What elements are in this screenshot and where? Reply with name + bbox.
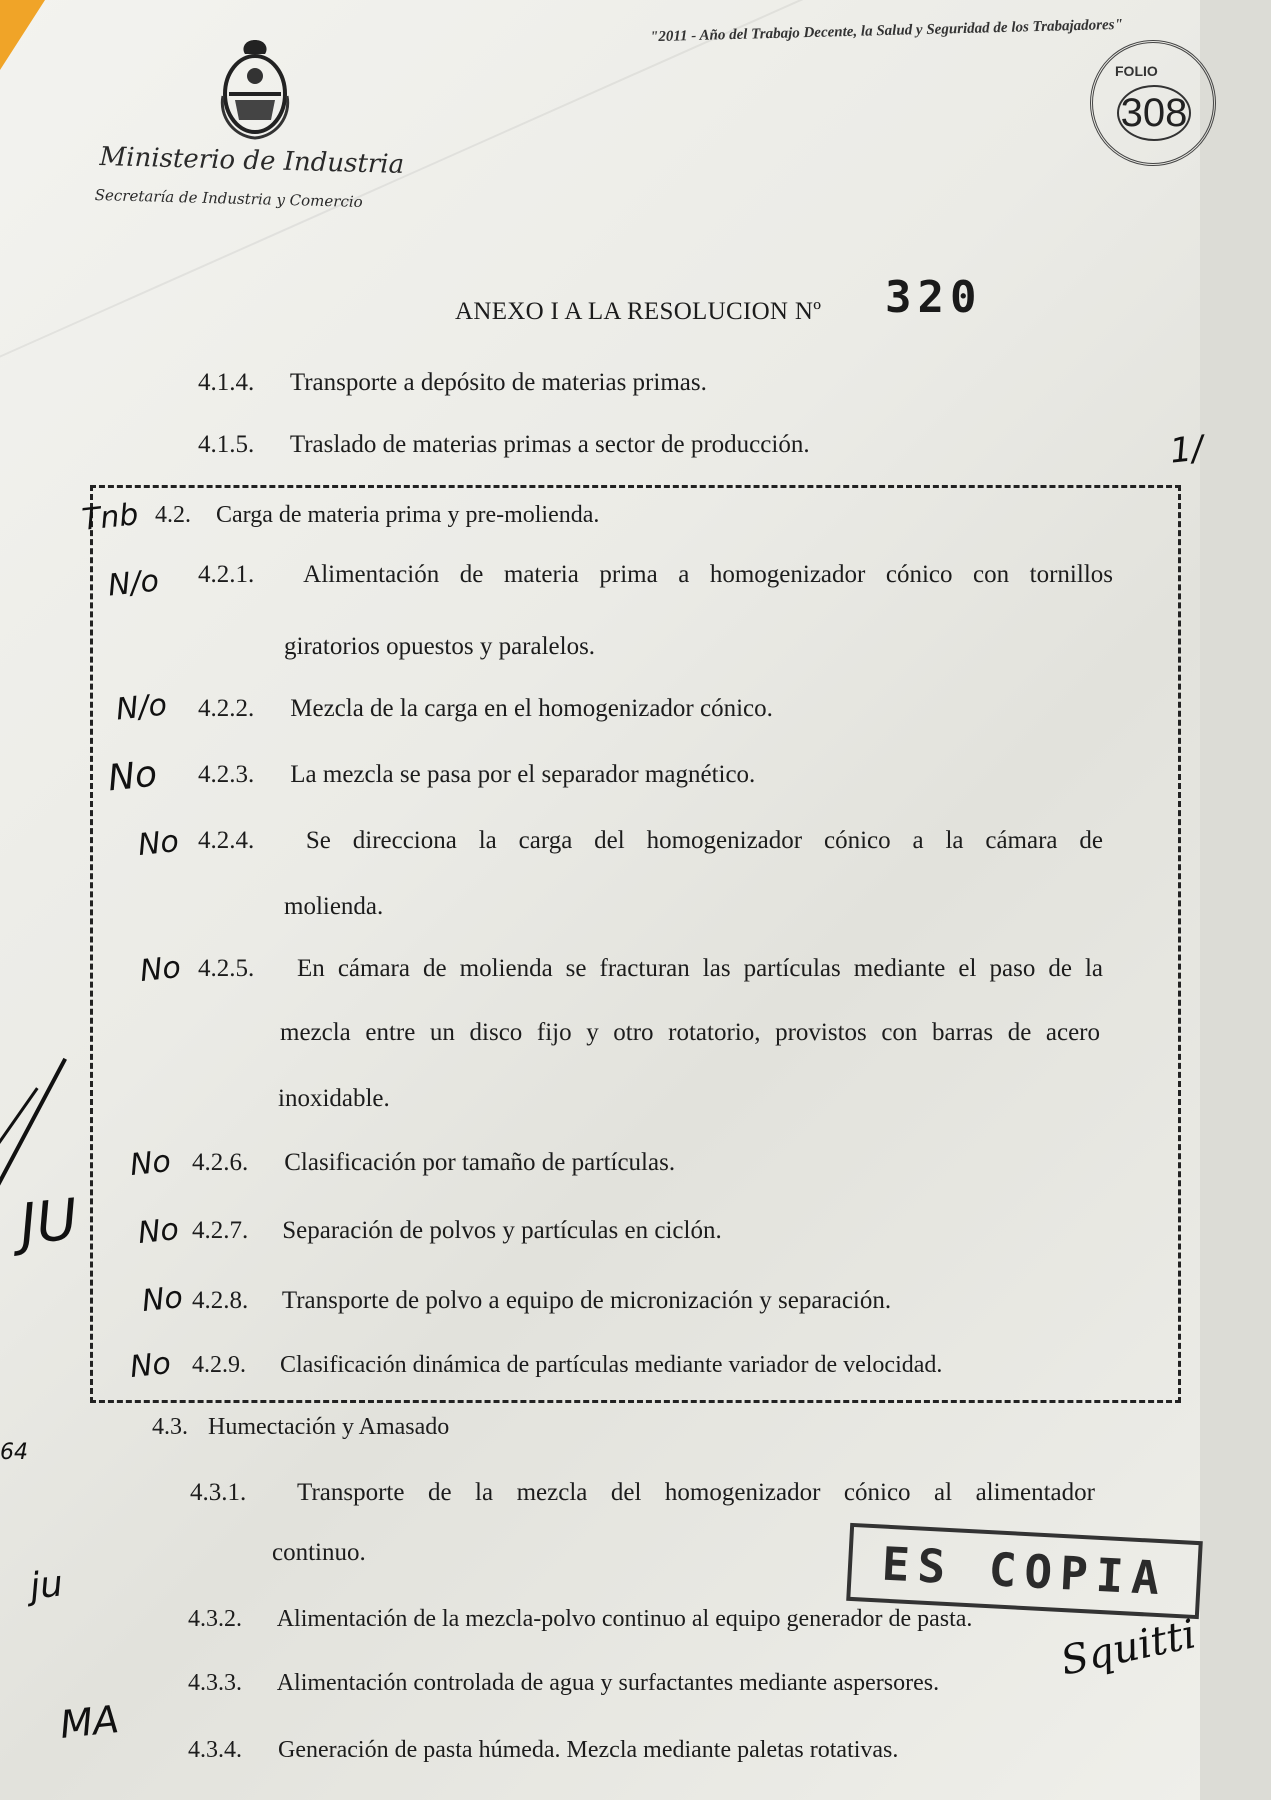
margin-annotation-4-2-4: No — [136, 823, 181, 864]
folio-stamp — [1090, 40, 1216, 166]
item-4-2-3 — [198, 760, 755, 790]
margin-annotation-4-2-2: N/o — [114, 687, 169, 728]
margin-annotation-4-2-3: No — [105, 753, 159, 800]
item-4-3-1-cont: continuo. — [272, 1539, 366, 1566]
margin-annotation-4-2-7: No — [136, 1211, 181, 1252]
item-number: 4.2.4. — [198, 827, 255, 854]
item-4-3-4 — [188, 1735, 898, 1765]
item-number: 4.2.9. — [192, 1352, 246, 1378]
folio-label: FOLIO — [1115, 63, 1158, 79]
item-number: 4.2.8. — [192, 1287, 249, 1314]
item-number: 4.3.3. — [188, 1670, 242, 1696]
item-text: Generación de pasta húmeda. Mezcla mediante paletas rotativas. — [278, 1737, 899, 1763]
folio-number: 308 — [1117, 85, 1191, 141]
resolution-number: 320 — [885, 272, 983, 323]
margin-annotation-left-4: MA — [57, 1697, 121, 1747]
item-number: 4.3.1. — [190, 1479, 247, 1506]
item-4-2-5-cont-1: mezcla entre un disco fijo y otro rotatorio, provistos con barras de acero — [280, 1019, 1100, 1046]
coat-of-arms-icon — [215, 36, 295, 141]
margin-annotation-4-2-5: No — [138, 949, 183, 990]
item-number: 4.2.3. — [198, 761, 255, 788]
item-4-3-3 — [188, 1668, 939, 1698]
item-4-2-5-cont-2: inoxidable. — [278, 1085, 390, 1112]
item-text: Clasificación dinámica de partículas mediante variador de velocidad. — [280, 1352, 943, 1378]
secretariat-name: Secretaría de Industria y Comercio — [94, 186, 363, 212]
item-number: 4.2.1. — [198, 561, 255, 588]
item-number: 4.2.5. — [198, 955, 255, 982]
item-4-2-1-cont: giratorios opuestos y paralelos. — [284, 633, 596, 660]
item-4-3-1 — [190, 1478, 1095, 1508]
item-number: 4.2.2. — [198, 695, 255, 722]
item-4-1-5 — [198, 430, 810, 460]
item-text: Alimentación de materia prima a homogenizador cónico con tornillos — [303, 561, 1113, 588]
item-number: 4.2.7. — [192, 1217, 249, 1244]
margin-annotation-right: 1/ — [1168, 428, 1206, 472]
ministry-name: Ministerio de Industria — [99, 142, 405, 180]
handwritten-signature: Squitti — [1056, 1611, 1200, 1685]
item-number: 4.3.2. — [188, 1606, 242, 1632]
item-text: Separación de polvos y partículas en ciclón. — [282, 1217, 722, 1244]
es-copia-stamp: ES COPIA — [846, 1523, 1203, 1619]
item-4-3-2 — [188, 1604, 972, 1634]
margin-annotation-4-2-8: No — [140, 1279, 185, 1320]
section-text: Humectación y Amasado — [208, 1414, 450, 1440]
item-4-2-1 — [198, 560, 1113, 590]
item-text: En cámara de molienda se fracturan las partículas mediante el paso de la — [297, 955, 1104, 982]
item-text: Transporte de la mezcla del homogenizador cónico al alimentador — [297, 1479, 1095, 1506]
item-text: Mezcla de la carga en el homogenizador cónico. — [290, 695, 773, 722]
item-text: Transporte a depósito de materias primas. — [289, 369, 707, 396]
ink-stroke — [0, 1087, 39, 1162]
section-number: 4.2. — [155, 502, 191, 528]
item-4-2-9 — [192, 1350, 942, 1380]
margin-annotation-4-2: Tnb — [80, 497, 141, 538]
item-text: La mezcla se pasa por el separador magnético. — [290, 761, 756, 788]
section-4-3 — [152, 1412, 449, 1442]
section-4-2 — [155, 500, 599, 530]
item-text: Clasificación por tamaño de partículas. — [284, 1149, 676, 1176]
margin-annotation-4-2-1: N/o — [106, 563, 161, 604]
item-4-2-7 — [192, 1216, 722, 1246]
dashed-bracket-box — [90, 485, 1181, 1403]
item-4-2-5 — [198, 954, 1103, 984]
item-text: Traslado de materias primas a sector de producción. — [289, 431, 810, 458]
margin-annotation-left-1: JU — [16, 1187, 81, 1258]
header-motto: "2011 - Año del Trabajo Decente, la Salud y Seguridad de los Trabajadores" — [649, 16, 1124, 46]
orange-corner-tab — [0, 0, 45, 70]
annex-title: ANEXO I A LA RESOLUCION Nº — [455, 298, 822, 325]
item-4-1-4 — [198, 368, 707, 398]
item-text: Se direcciona la carga del homogenizador cónico a la cámara de — [305, 827, 1103, 854]
item-text: Alimentación controlada de agua y surfactantes mediante aspersores. — [276, 1670, 940, 1696]
item-4-2-6 — [192, 1148, 675, 1178]
margin-annotation-left-2: 64 — [0, 1440, 28, 1465]
section-number: 4.3. — [152, 1414, 188, 1440]
item-number: 4.1.4. — [198, 369, 255, 396]
item-number: 4.1.5. — [198, 431, 255, 458]
item-text: Transporte de polvo a equipo de micronización y separación. — [281, 1287, 892, 1314]
margin-annotation-left-3: ju — [27, 1563, 65, 1608]
section-text: Carga de materia prima y pre-molienda. — [216, 502, 600, 528]
item-number: 4.2.6. — [192, 1149, 249, 1176]
item-text: Alimentación de la mezcla-polvo continuo al equipo generador de pasta. — [276, 1606, 973, 1632]
item-4-2-2 — [198, 694, 773, 724]
item-number: 4.3.4. — [188, 1737, 242, 1763]
margin-annotation-4-2-6: No — [128, 1143, 173, 1184]
item-4-2-4 — [198, 826, 1103, 856]
item-4-2-8 — [192, 1286, 891, 1316]
item-4-2-4-cont: molienda. — [284, 893, 384, 920]
margin-annotation-4-2-9: No — [128, 1345, 173, 1386]
